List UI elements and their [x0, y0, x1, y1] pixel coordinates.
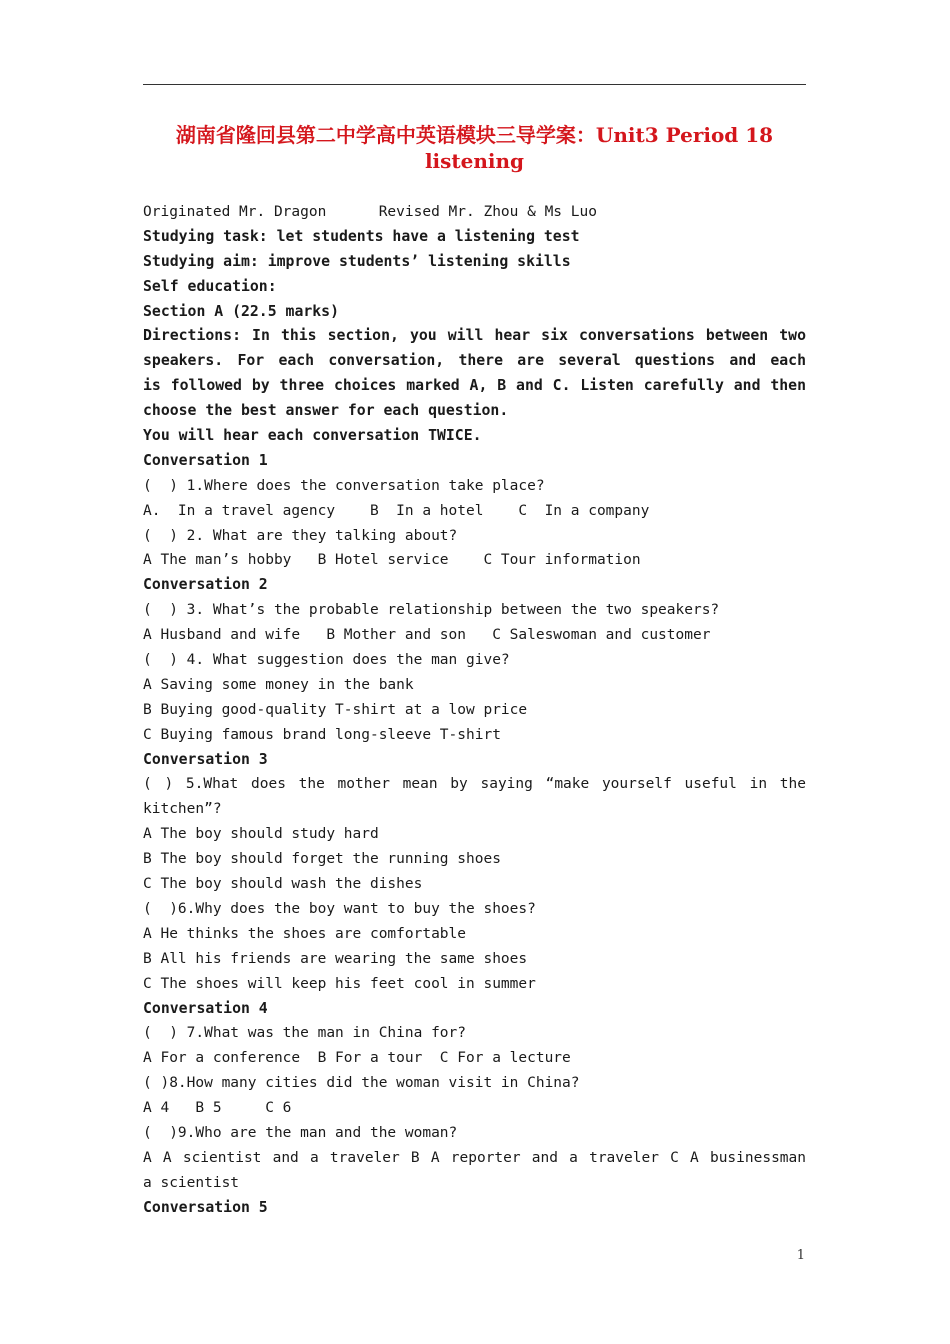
text-line: ( )8.How many cities did the woman visit in China? [143, 1075, 580, 1092]
text-line: choose the best answer for each question. [143, 402, 509, 420]
text-line: A 4 B 5 C 6 [143, 1100, 292, 1117]
text-line: Conversation 3 [143, 750, 268, 768]
text-line: A A scientist and a traveler B A reporter and a traveler C A businessman [143, 1149, 806, 1166]
text-line: Conversation 4 [143, 999, 268, 1017]
header-rule [143, 84, 806, 85]
text-line: A He thinks the shoes are comfortable [143, 925, 467, 942]
text-line: A The man’s hobby B Hotel service C Tour information [143, 552, 641, 569]
text-line: Studying task: let students have a listening test [143, 227, 580, 245]
text-line: ( )6.Why does the boy want to buy the shoes? [143, 900, 536, 917]
text-line: C Buying famous brand long-sleeve T-shirt [143, 726, 501, 743]
text-line: B Buying good-quality T-shirt at a low price [143, 701, 528, 718]
page-number: 1 [796, 1248, 805, 1263]
text-line: ( ) 5.What does the mother mean by saying “make yourself useful in the [143, 776, 806, 793]
text-line: A Husband and wife B Mother and son C Saleswoman and customer [143, 627, 711, 644]
text-line: Conversation 1 [143, 451, 268, 469]
text-line: A The boy should study hard [143, 826, 379, 843]
text-line: C The shoes will keep his feet cool in summer [143, 975, 536, 992]
text-line: ( ) 1.Where does the conversation take place? [143, 477, 545, 494]
text-line: kitchen”? [143, 801, 222, 818]
text-line: is followed by three choices marked A, B and C. Listen carefully and then [143, 377, 806, 395]
text-line: ( )9.Who are the man and the woman? [143, 1124, 458, 1141]
text-line: ( ) 4. What suggestion does the man give? [143, 652, 510, 669]
text-line: A. In a travel agency B In a hotel C In a company [143, 502, 650, 519]
text-line: C The boy should wash the dishes [143, 876, 423, 893]
document-title: 湖南省隆回县第二中学高中英语模块三导学案：Unit3 Period 18 listening [175, 123, 774, 173]
text-line: B All his friends are wearing the same shoes [143, 950, 528, 967]
text-line: Self education: [143, 277, 277, 295]
text-line: ( ) 7.What was the man in China for? [143, 1025, 467, 1042]
text-line: Originated Mr. Dragon Revised Mr. Zhou & Ms Luo [143, 204, 597, 220]
text-line: B The boy should forget the running shoes [143, 851, 501, 868]
text-line: speakers. For each conversation, there are several questions and each [143, 352, 806, 370]
text-line: A For a conference B For a tour C For a lecture [143, 1050, 571, 1067]
text-line: A Saving some money in the bank [143, 676, 414, 693]
text-line: Directions: In this section, you will hear six conversations between two [143, 327, 806, 345]
text-line: a scientist [143, 1174, 240, 1191]
document-body [143, 200, 806, 1221]
text-line: Studying aim: improve students’ listening skills [143, 252, 571, 270]
text-line: You will hear each conversation TWICE. [143, 427, 482, 445]
text-line: ( ) 2. What are they talking about? [143, 527, 458, 544]
text-line: Section A (22.5 marks) [143, 302, 339, 320]
text-line: ( ) 3. What’s the probable relationship between the two speakers? [143, 602, 720, 619]
text-line: Conversation 2 [143, 576, 268, 594]
text-line: Conversation 5 [143, 1198, 268, 1216]
